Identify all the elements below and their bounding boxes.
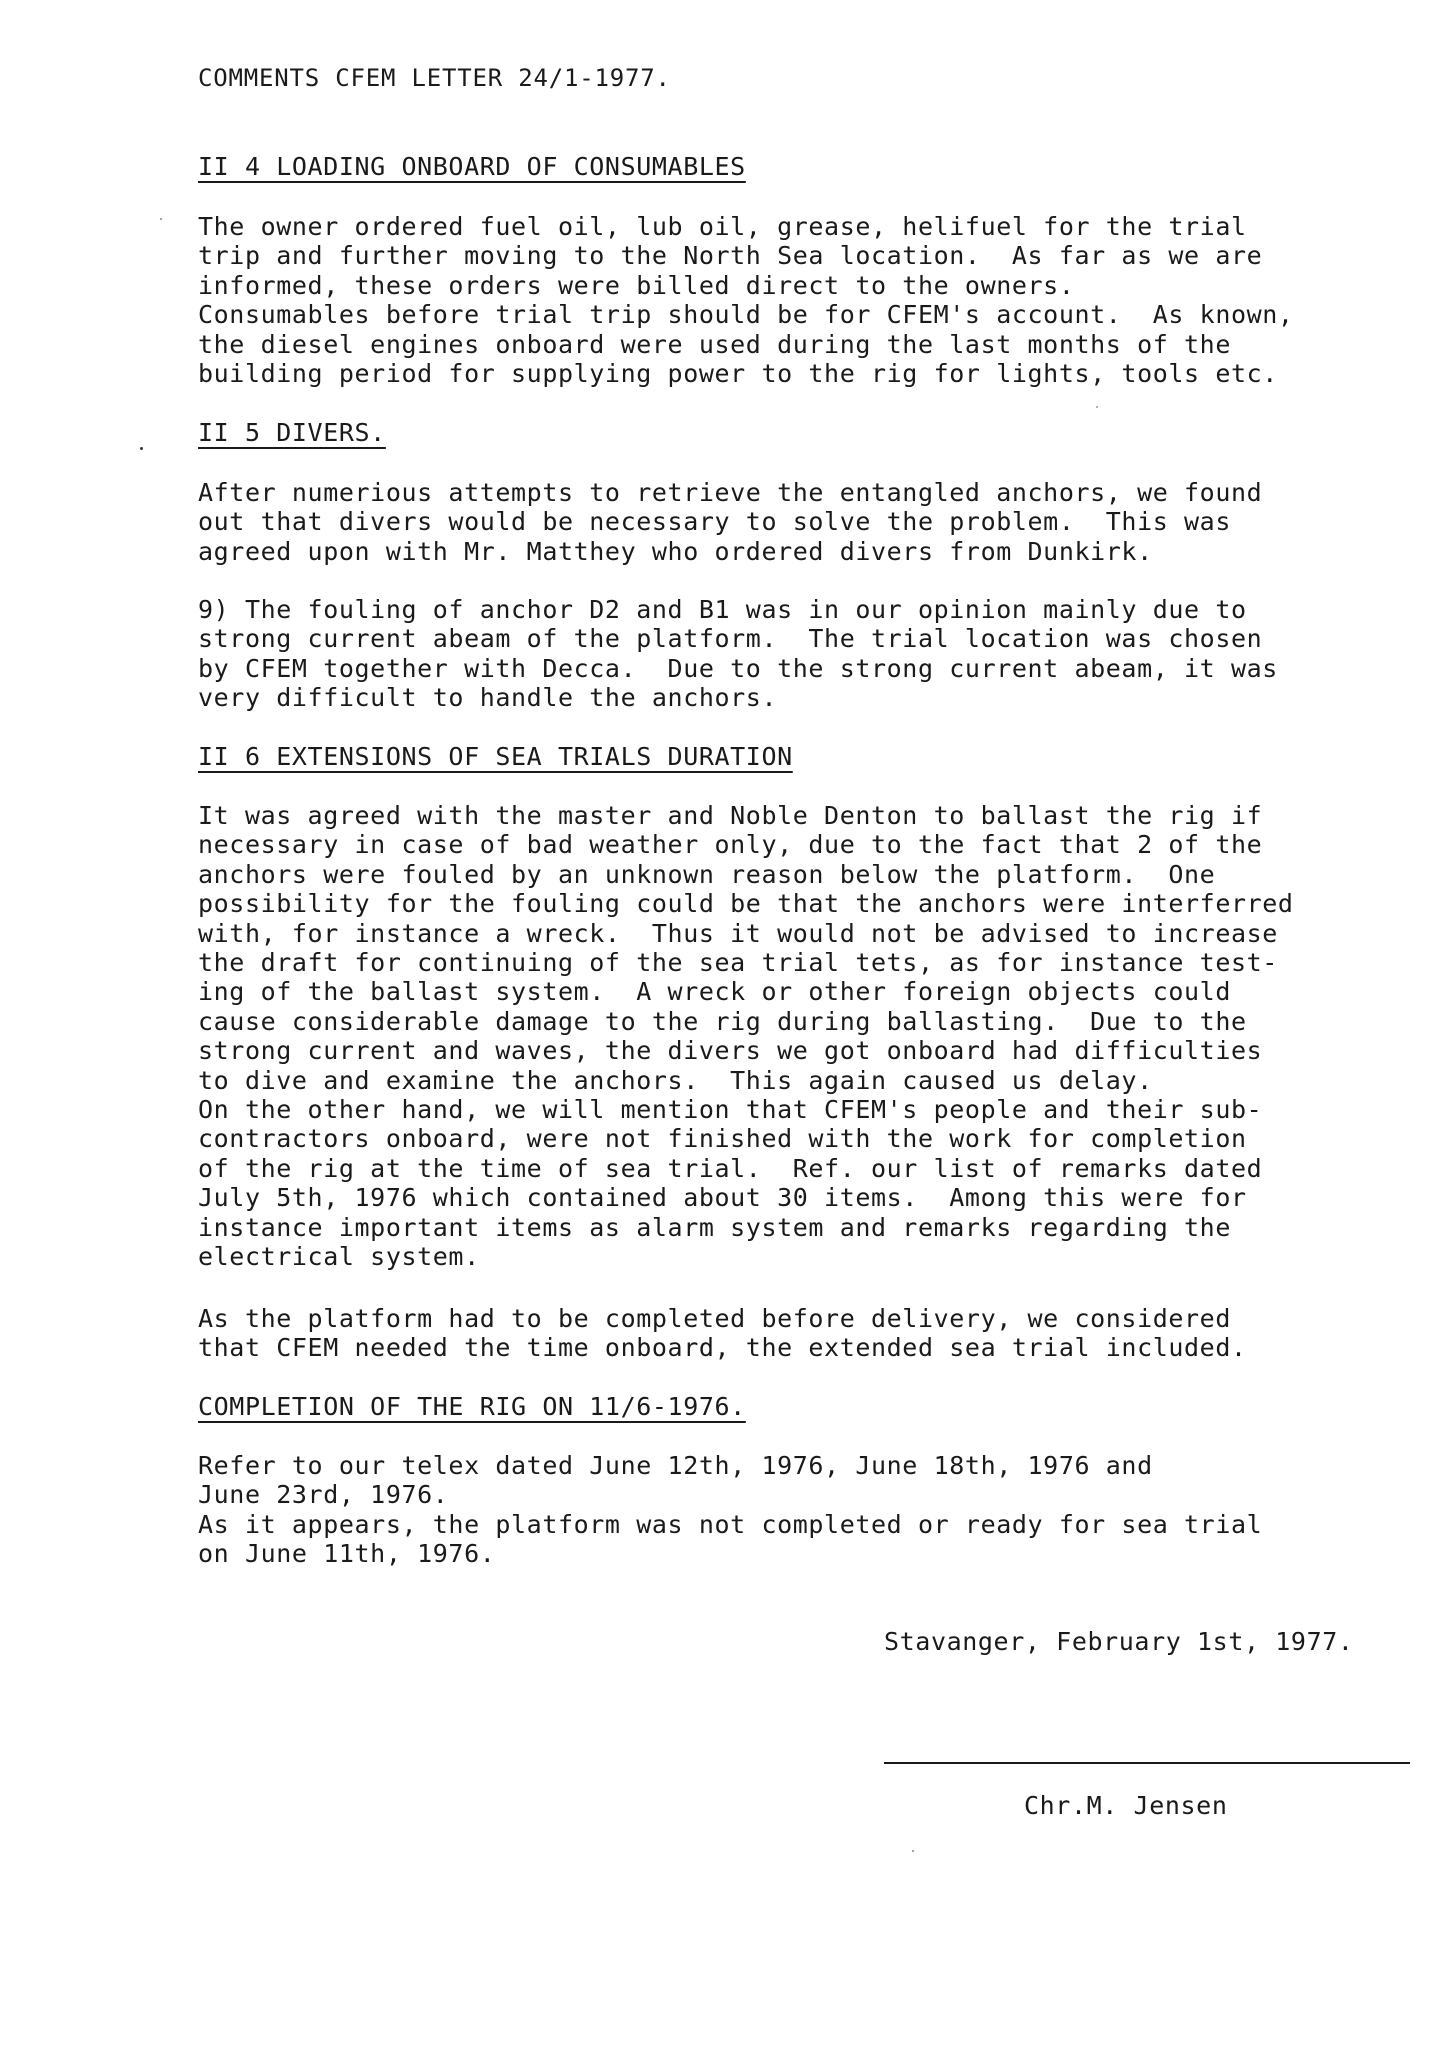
paragraph-anchor-fouling: 9) The fouling of anchor D2 and B1 was in our opinion mainly due to strong current abeam of the platform. The trial location was chosen by CFEM together with Decca. Due to the strong current abeam, it was very difficult to handle the anchors. [198,595,1278,713]
paragraph-divers: After numerious attempts to retrieve the entangled anchors, we found out that divers would be necessary to solve the problem. This was agreed upon with Mr. Matthey who ordered divers from Dunkirk. [198,478,1263,566]
scan-speck [160,218,162,220]
paragraph-platform-completion: As the platform had to be completed before delivery, we considered that CFEM needed the time onboard, the extended sea trial included. [198,1304,1247,1363]
scan-speck [1096,406,1098,408]
document-title: COMMENTS CFEM LETTER 24/1-1977. [198,64,671,92]
place-date: Stavanger, February 1st, 1977. [884,1627,1354,1656]
section-heading-loading-consumables: II 4 LOADING ONBOARD OF CONSUMABLES [198,152,746,181]
paragraph-loading-consumables: The owner ordered fuel oil, lub oil, grease, helifuel for the trial trip and further moving to the North Sea location. As far as we are informed, these orders were billed direct to the owners. Consumables before trial trip should be for CFEM's account. As known, the diesel engines onboard were used during the last months of the building period for supplying power to the rig for lights, tools etc. [198,212,1294,389]
scan-speck [140,447,143,450]
scan-speck [912,1850,914,1852]
paragraph-rig-completion: Refer to our telex dated June 12th, 1976, June 18th, 1976 and June 23rd, 1976. As it appears, the platform was not completed or ready for sea trial on June 11th, 1976. [198,1451,1263,1569]
section-heading-rig-completion: COMPLETION OF THE RIG ON 11/6-1976. [198,1392,746,1421]
section-heading-sea-trials-extension: II 6 EXTENSIONS OF SEA TRIALS DURATION [198,742,793,771]
paragraph-sea-trials-extension: It was agreed with the master and Noble Denton to ballast the rig if necessary in case of bad weather only, due to the fact that 2 of the anchors were fouled by an unknown reason below the platform. One possibility for the fouling could be that the anchors were interferred with, for instance a wreck. Thus it would not be advised to increase the draft for continuing of the sea trial tets, as for instance test- ing of the ballast system. A wreck or other foreign objects could cause considerable damage to the rig during ballasting. Due to the strong current and waves, the divers we got onboard had difficulties to dive and examine the anchors. This again caused us delay. On the other hand, we will mention that CFEM's people and their sub- contractors onboard, were not finished with the work for completion of the rig at the time of sea trial. Ref. our list of remarks dated July 5th, 1976 which contained about 30 items. Among this were for instance important items as alarm system and remarks regarding the electrical system. [198,801,1294,1272]
signatory-name: Chr.M. Jensen [1024,1791,1228,1820]
section-heading-divers: II 5 DIVERS. [198,418,386,447]
signature-line [884,1762,1410,1764]
